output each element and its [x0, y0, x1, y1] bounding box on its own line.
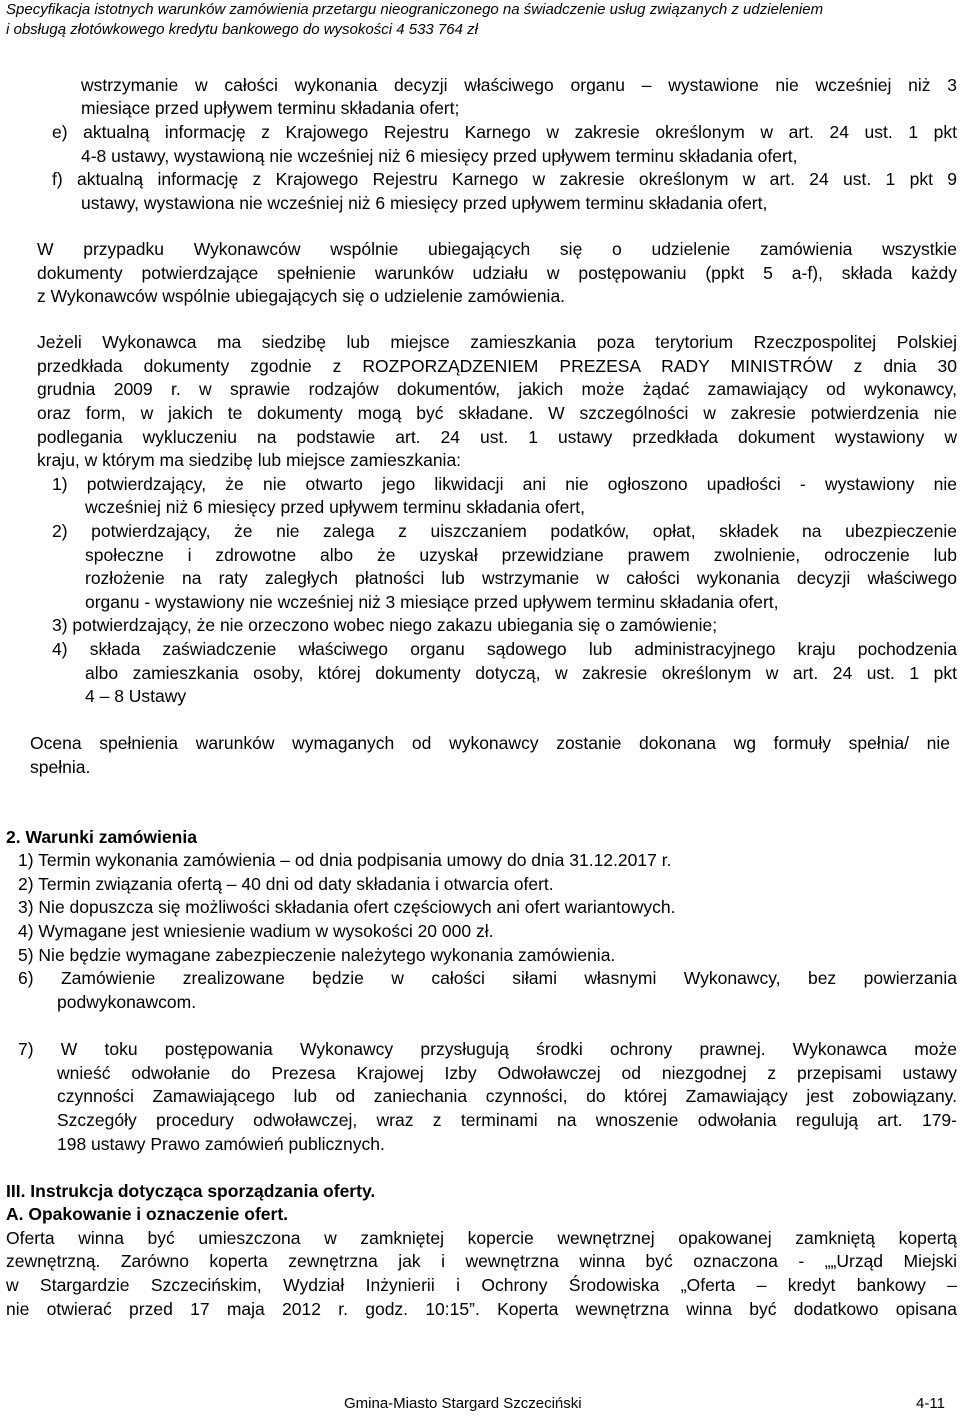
paragraph-line: nie otwierać przed 17 maja 2012 r. godz. 10:15”. Koperta wewnętrzna winna być dodatkowo opisana: [6, 1299, 957, 1319]
body-line: miesiące przed upływem terminu składania ofert;: [81, 98, 460, 118]
condition-item-4: 4) Wymagane jest wniesienie wadium w wysokości 20 000 zł.: [18, 921, 494, 941]
paragraph-line: Ocena spełnienia warunków wymaganych od wykonawcy zostanie dokonana wg formuły spełnia/ nie: [30, 733, 950, 753]
section-heading: III. Instrukcja dotycząca sporządzania oferty.: [6, 1181, 376, 1201]
paragraph-line: w Stargardzie Szczecińskim, Wydział Inżynierii i Ochrony Środowiska „Oferta – kredyt bankowy –: [6, 1275, 957, 1295]
subsection-heading: A. Opakowanie i oznaczenie ofert.: [6, 1204, 289, 1224]
condition-item-cont: czynności Zamawiającego lub od zaniechania czynności, do której Zamawiający jest zobowiązany.: [57, 1086, 957, 1106]
paragraph-line: dokumenty potwierdzające spełnienie warunków udziału w postępowaniu (ppkt 5 a-f), składa każdy: [37, 263, 957, 283]
paragraph-line: grudnia 2009 r. w sprawie rodzajów dokumentów, jakich może żądać zamawiający od wykonawcy,: [37, 379, 957, 399]
list-item-cont: wcześniej niż 6 miesięcy przed upływem terminu składania ofert,: [85, 497, 585, 517]
paragraph-line: Jeżeli Wykonawca ma siedzibę lub miejsce zamieszkania poza terytorium Rzeczpospolitej Polskiej: [37, 332, 957, 352]
list-item-cont: społeczne i zdrowotne albo że uzyskał przewidziane prawem zwolnienie, odroczenie lub: [85, 545, 957, 565]
paragraph-line: spełnia.: [30, 757, 91, 777]
condition-item-cont: podwykonawcom.: [57, 992, 197, 1012]
paragraph-line: z Wykonawców wspólnie ubiegających się o udzielenie zamówienia.: [37, 286, 566, 306]
body-line: ustawy, wystawiona nie wcześniej niż 6 miesięcy przed upływem terminu składania ofert,: [81, 193, 768, 213]
list-item: 3) potwierdzający, że nie orzeczono wobec niego zakazu ubiegania się o zamówienie;: [52, 615, 718, 635]
paragraph-line: kraju, w którym ma siedzibę lub miejsce zamieszkania:: [37, 450, 462, 470]
list-item-e: e) aktualną informację z Krajowego Rejestru Karnego w zakresie określonym w art. 24 ust. 1 pkt: [52, 122, 957, 142]
page-number: 4-11: [916, 1395, 945, 1412]
condition-item-1: 1) Termin wykonania zamówienia – od dnia podpisania umowy do dnia 31.12.2017 r.: [18, 850, 672, 870]
paragraph-line: przedkłada dokumenty zgodnie z ROZPORZĄDZENIEM PREZESA RADY MINISTRÓW z dnia 30: [37, 356, 957, 376]
list-item-cont: organu - wystawiony nie wcześniej niż 3 miesiące przed upływem terminu składania ofert,: [85, 592, 779, 612]
condition-item-2: 2) Termin związania ofertą – 40 dni od daty składania i otwarcia ofert.: [18, 874, 554, 894]
condition-item-6: 6) Zamówienie zrealizowane będzie w całości siłami własnymi Wykonawcy, bez powierzania: [18, 968, 957, 988]
section-heading: 2. Warunki zamówienia: [6, 827, 197, 847]
paragraph-line: oraz form, w jakich te dokumenty mogą być składane. W szczególności w zakresie potwierdzenia nie: [37, 403, 957, 423]
header-line-1: Specyfikacja istotnych warunków zamówienia przetargu nieograniczonego na świadczenie usług związanych z udzieleniem: [6, 1, 824, 18]
body-line: wstrzymanie w całości wykonania decyzji właściwego organu – wystawione nie wcześniej niż 3: [81, 75, 957, 95]
condition-item-3: 3) Nie dopuszcza się możliwości składania ofert częściowych ani ofert wariantowych.: [18, 897, 676, 917]
list-item: 4) składa zaświadczenie właściwego organu sądowego lub administracyjnego kraju pochodzenia: [52, 639, 957, 659]
list-item-cont: rozłożenie na raty zaległych płatności lub wstrzymanie w całości wykonania decyzji właściwego: [85, 568, 957, 588]
condition-item-cont: Szczegóły procedury odwoławczej, wraz z terminami na wnoszenie odwołania regulują art. 179-: [57, 1110, 957, 1130]
list-item-cont: 4 – 8 Ustawy: [85, 686, 187, 706]
condition-item-5: 5) Nie będzie wymagane zabezpieczenie należytego wykonania zamówienia.: [18, 945, 616, 965]
condition-item-cont: wnieść odwołanie do Prezesa Krajowej Izby Odwoławczej od niezgodnej z przepisami ustawy: [57, 1063, 957, 1083]
list-item-cont: albo zamieszkania osoby, której dokumenty dotyczą, w zakresie określonym w art. 24 ust. 1 pkt: [85, 663, 957, 683]
footer-municipality: Gmina-Miasto Stargard Szczeciński: [344, 1395, 582, 1412]
list-item: 2) potwierdzający, że nie zalega z uiszczaniem podatków, opłat, składek na ubezpieczenie: [52, 521, 957, 541]
paragraph-line: W przypadku Wykonawców wspólnie ubiegających się o udzielenie zamówienia wszystkie: [37, 239, 957, 259]
body-line: 4-8 ustawy, wystawioną nie wcześniej niż 6 miesięcy przed upływem terminu składania ofert,: [81, 146, 798, 166]
list-item: 1) potwierdzający, że nie otwarto jego likwidacji ani nie ogłoszono upadłości - wystawiony nie: [52, 474, 957, 494]
list-item-f: f) aktualną informację z Krajowego Rejestru Karnego w zakresie określonym w art. 24 ust. 1 pkt 9: [52, 169, 957, 189]
paragraph-line: zewnętrzną. Zarówno koperta zewnętrzna jak i wewnętrzna winna być oznaczona - „„Urząd Miejski: [6, 1251, 957, 1271]
paragraph-line: Oferta winna być umieszczona w zamkniętej kopercie wewnętrznej opakowanej zamkniętą kopertą: [6, 1228, 957, 1248]
paragraph-line: podlegania wykluczeniu na podstawie art. 24 ust. 1 ustawy przedkłada dokument wystawiony w: [37, 427, 957, 447]
condition-item-7: 7) W toku postępowania Wykonawcy przysługują środki ochrony prawnej. Wykonawca może: [18, 1039, 957, 1059]
header-line-2: i obsługą złotówkowego kredytu bankowego do wysokości 4 533 764 zł: [6, 21, 478, 38]
condition-item-cont: 198 ustawy Prawo zamówień publicznych.: [57, 1134, 385, 1154]
